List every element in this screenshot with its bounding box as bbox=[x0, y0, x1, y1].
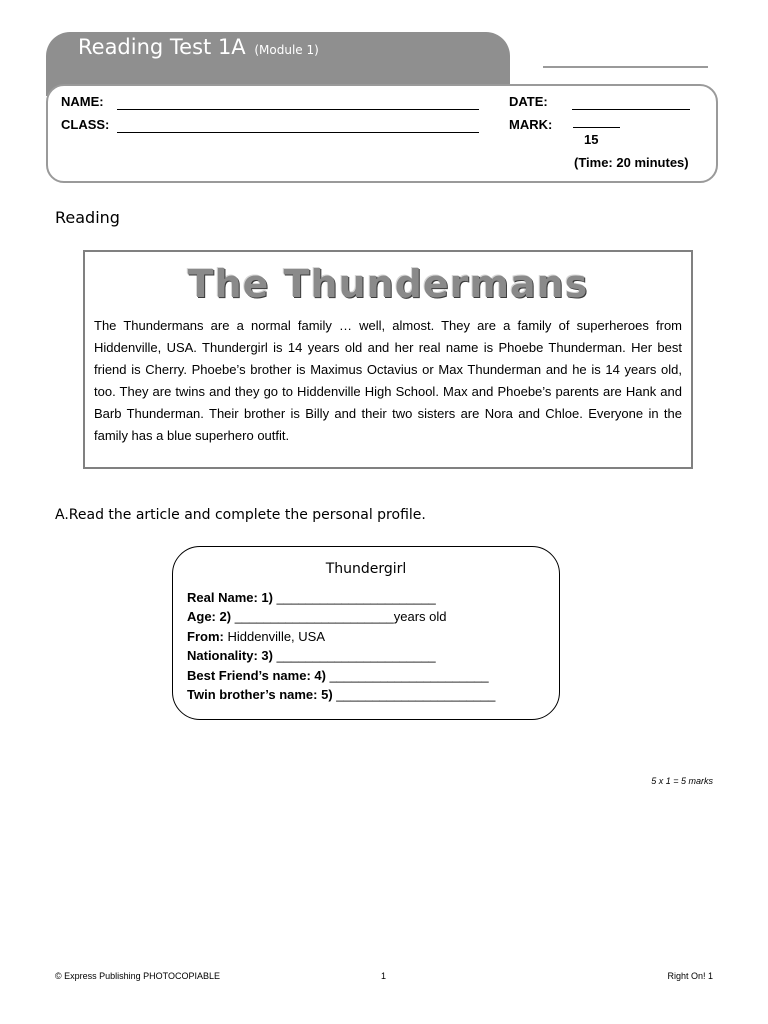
mark-total: 15 bbox=[584, 132, 599, 147]
footer-page-number: 1 bbox=[381, 971, 387, 981]
footer-copyright: © Express Publishing PHOTOCOPIABLE bbox=[55, 971, 221, 981]
header-rule bbox=[543, 66, 708, 68]
profile-row-best-friend bbox=[187, 668, 489, 683]
test-title-main: Reading Test 1A bbox=[78, 35, 246, 59]
name-label: NAME: bbox=[61, 94, 104, 109]
profile-row-real-name bbox=[187, 590, 436, 605]
profile-label: Nationality: 3) bbox=[187, 648, 273, 663]
class-field[interactable] bbox=[117, 132, 479, 133]
profile-label: Twin brother’s name: 5) bbox=[187, 687, 333, 702]
profile-suffix: years old bbox=[393, 609, 447, 624]
article-text: The Thundermans are a normal family … well, almost. They are a family of superheroes from Hiddenville, USA. Thundergirl is 14 years old and her real name is Phoebe Thunderman. Her best friend is Cherry. Phoebe’s brother is Maximus Octavius or Max Thunderman and he is 14 years old, too. They are twins and they go to Hiddenville High School. Max and Phoebe’s parents are Hank and Barb Thunderman. Their brother is Billy and their two sisters are Nora and Chloe. Everyone in the family has a blue superhero outfit. bbox=[94, 318, 682, 443]
marks-note: 5 x 1 = 5 marks bbox=[651, 776, 713, 786]
test-subtitle: (Module 1) bbox=[254, 43, 319, 57]
profile-row-age bbox=[187, 609, 447, 624]
class-label: CLASS: bbox=[61, 117, 110, 132]
answer-blank-1[interactable]: ______________________ bbox=[276, 590, 436, 605]
profile-row-twin-brother bbox=[187, 687, 495, 702]
profile-row-nationality bbox=[187, 648, 436, 663]
profile-title: Thundergirl bbox=[325, 561, 407, 577]
footer-book-title: Right On! 1 bbox=[667, 971, 713, 981]
profile-label: Best Friend’s name: 4) bbox=[187, 668, 326, 683]
date-label: DATE: bbox=[509, 94, 548, 109]
answer-blank-2[interactable]: ______________________ bbox=[234, 609, 394, 624]
answer-blank-5[interactable]: ______________________ bbox=[336, 687, 496, 702]
profile-value: Hiddenville, USA bbox=[227, 629, 326, 644]
test-title bbox=[78, 35, 319, 59]
profile-label: Real Name: 1) bbox=[187, 590, 273, 605]
name-field[interactable] bbox=[117, 109, 479, 110]
date-field[interactable] bbox=[572, 109, 690, 110]
time-limit: (Time: 20 minutes) bbox=[574, 155, 689, 170]
task-instruction: A.Read the article and complete the personal profile. bbox=[55, 507, 426, 523]
profile-label: From: bbox=[187, 629, 224, 644]
answer-blank-4[interactable]: ______________________ bbox=[329, 668, 489, 683]
mark-label: MARK: bbox=[509, 117, 553, 132]
profile-label: Age: 2) bbox=[187, 609, 232, 624]
article-title: The Thundermans bbox=[187, 262, 589, 306]
profile-row-from bbox=[187, 629, 325, 644]
section-heading: Reading bbox=[55, 208, 120, 227]
answer-blank-3[interactable]: ______________________ bbox=[276, 648, 436, 663]
mark-field[interactable] bbox=[573, 127, 620, 128]
